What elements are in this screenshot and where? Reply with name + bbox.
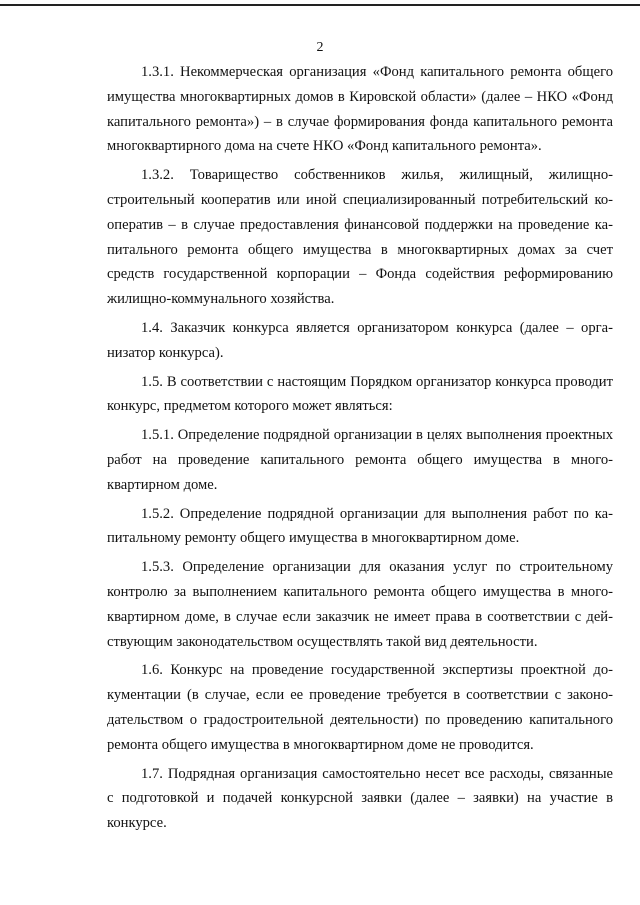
page-number: 2 [316,40,324,55]
paragraph-1-6: 1.6. Конкурс на проведение государственной экспертизы проектной документации (в случае, если ее проведение требуется в соответствии с законодательством о градостроительной деятельности) по проведению капитального ремонта общего имущества в многоквартирном доме не проводится. [107,662,613,753]
document-body [107,60,613,840]
paragraph-1-5-2: 1.5.2. Определение подрядной организации для выполнения работ по капитальному ремонту общего имущества в многоквартирном доме. [107,505,613,547]
top-border-line [0,4,640,6]
paragraph-1-4: 1.4. Заказчик конкурса является организатором конкурса (далее – организатор конкурса). [107,319,613,361]
paragraph-1-5-3: 1.5.3. Определение организации для оказания услуг по строительному контролю за выполнением капитального ремонта общего имущества в многоквартирном доме, в случае если заказчик не имеет права в соответствии с действующим законодательством осуществлять такой вид деятельности. [107,559,613,650]
paragraph-1-5: 1.5. В соответствии с настоящим Порядком организатор конкурса проводит конкурс, предметом которого может являться: [107,373,613,415]
paragraph-1-5-1: 1.5.1. Определение подрядной организации в целях выполнения проектных работ на проведение капитального ремонта общего имущества в многоквартирном доме. [107,427,613,493]
paragraph-1-7: 1.7. Подрядная организация самостоятельно несет все расходы, связанные с подготовкой и подачей конкурсной заявки (далее – заявки) на участие в конкурсе. [107,765,613,832]
paragraph-1-3-1: 1.3.1. Некоммерческая организация «Фонд капитального ремонта общего имущества многоквартирных домов в Кировской области» (далее – НКО «Фонд капитального ремонта») – в случае формирования фонда капитального ремонта многоквартирного дома на счете НКО «Фонд капитального ремонта». [107,64,613,155]
paragraph-1-3-2: 1.3.2. Товарищество собственников жилья, жилищный, жилищно-строительный кооператив или иной специализированный потребительский кооператив – в случае предоставления финансовой поддержки на проведение капитального ремонта общего имущества в многоквартирных домах за счет средств государственной корпорации – Фонда содействия реформированию жилищно-коммунального хозяйства. [107,167,613,308]
